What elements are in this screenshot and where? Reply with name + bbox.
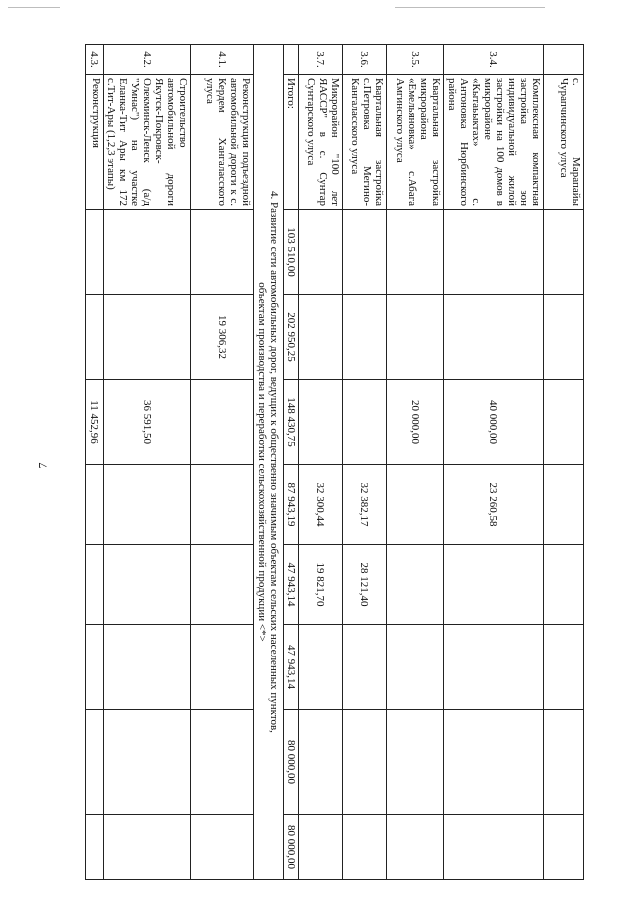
row-value [86, 545, 104, 625]
total-value: 80 000,00 [284, 710, 299, 815]
row-value [544, 625, 584, 710]
total-value: 103 510,00 [284, 210, 299, 295]
row-value [86, 210, 104, 295]
row-value [444, 295, 544, 380]
table-row [191, 45, 254, 880]
total-value: 87 943,19 [284, 465, 299, 545]
rotated-table-wrapper [88, 44, 584, 879]
total-value: 148 430,75 [284, 380, 299, 465]
program-table [85, 44, 584, 880]
row-value [544, 380, 584, 465]
row-number: 4.3. [86, 45, 104, 75]
row-value: 40 000,00 [444, 380, 544, 465]
row-value [343, 710, 387, 815]
row-value [544, 210, 584, 295]
row-value [387, 295, 444, 380]
row-value [86, 465, 104, 545]
row-value [343, 295, 387, 380]
row-number: 3.5. [387, 45, 444, 75]
total-value: 47 943,14 [284, 545, 299, 625]
row-value [86, 295, 104, 380]
header-rule-right [395, 7, 545, 8]
row-number: 3.4. [444, 45, 544, 75]
row-name: Реконструкция подъездной автомобильной дороги к с. Кердем Хангаласского улуса [191, 75, 254, 210]
total-label: Итого: [284, 75, 299, 210]
row-value [544, 295, 584, 380]
row-value [444, 625, 544, 710]
row-value [387, 465, 444, 545]
row-value: 32 382,17 [343, 465, 387, 545]
row-value [104, 710, 191, 815]
table-row [104, 45, 191, 880]
row-value [444, 210, 544, 295]
total-value: 47 943,14 [284, 625, 299, 710]
row-number: 4.1. [191, 45, 254, 75]
section-heading-line: объектам производства и переработки сельскохозяйственной продукции <*> [256, 282, 269, 642]
row-number [544, 45, 584, 75]
table-row [544, 45, 584, 880]
section-row [254, 45, 284, 880]
row-value [444, 545, 544, 625]
row-number: 3.7. [299, 45, 343, 75]
table-row [86, 45, 104, 880]
total-row [284, 45, 299, 880]
row-value [387, 815, 444, 880]
row-value [343, 380, 387, 465]
row-value [444, 710, 544, 815]
row-value [86, 625, 104, 710]
table-row [444, 45, 544, 880]
row-value [299, 380, 343, 465]
row-name: Квартальная застройка с.Петровка Мегино-Кангаласского улуса [343, 75, 387, 210]
table-row [387, 45, 444, 880]
table-row [299, 45, 343, 880]
row-value [343, 815, 387, 880]
row-value [299, 210, 343, 295]
row-value [343, 210, 387, 295]
row-value [191, 465, 254, 545]
row-number: 3.6. [343, 45, 387, 75]
row-name: Реконструкция [86, 75, 104, 210]
section-heading [254, 45, 284, 880]
row-value [387, 210, 444, 295]
row-value [104, 465, 191, 545]
row-value [299, 710, 343, 815]
row-value [444, 815, 544, 880]
row-value [86, 815, 104, 880]
row-value [104, 295, 191, 380]
row-value [544, 465, 584, 545]
row-value [387, 710, 444, 815]
row-value [544, 815, 584, 880]
header-rule-left [8, 7, 60, 8]
row-value [191, 710, 254, 815]
row-value [544, 545, 584, 625]
row-value [191, 380, 254, 465]
row-value [191, 545, 254, 625]
row-value [104, 815, 191, 880]
row-value [299, 625, 343, 710]
row-value [86, 710, 104, 815]
row-value [387, 625, 444, 710]
row-value [387, 545, 444, 625]
row-value: 28 121,40 [343, 545, 387, 625]
row-value [104, 210, 191, 295]
total-value: 80 000,00 [284, 815, 299, 880]
row-value [343, 625, 387, 710]
row-name: Квартальная застройка микрорайона «Емельяновка» с.Абага Амгинского улуса [387, 75, 444, 210]
row-value: 32 300,44 [299, 465, 343, 545]
row-name: Микрорайон "100 лет ЯАССР" в с. Сунтар Сунтарского улуса [299, 75, 343, 210]
row-value [104, 545, 191, 625]
row-value: 19 821,70 [299, 545, 343, 625]
section-heading-line: 4. Развитие сети автомобильных дорог, ведущих к общественно значимым объектам сельских населенных пунктов, [268, 191, 281, 733]
row-value [544, 710, 584, 815]
row-value [299, 815, 343, 880]
row-value [191, 625, 254, 710]
row-value [299, 295, 343, 380]
row-name: с. Марапайы Чурапчинского улуса [544, 75, 584, 210]
row-name: Строительство автомобильной дороги Якутск-Покровск-Олекминск-Ленск (а/д "Умнас") на участке Еланка-Тит Ары км 172 с.Тит-Ары (1,2,3 этапы) [104, 75, 191, 210]
total-value: 202 950,25 [284, 295, 299, 380]
row-number: 4.2. [104, 45, 191, 75]
row-name: Комплексная компактная застройка зон индивидуальной жилой застройки на 100 домов в микрорайоне «Кытаьыктах» с. Антоновка Нюрбинского района [444, 75, 544, 210]
row-value [104, 625, 191, 710]
row-value: 19 306,32 [191, 295, 254, 380]
row-value [191, 210, 254, 295]
row-value: 11 452,96 [86, 380, 104, 465]
row-value: 36 591,50 [104, 380, 191, 465]
row-value [191, 815, 254, 880]
row-value: 20 000,00 [387, 380, 444, 465]
table-row [343, 45, 387, 880]
row-number [284, 45, 299, 75]
row-value: 23 260,58 [444, 465, 544, 545]
page-number: 7 [35, 462, 50, 469]
